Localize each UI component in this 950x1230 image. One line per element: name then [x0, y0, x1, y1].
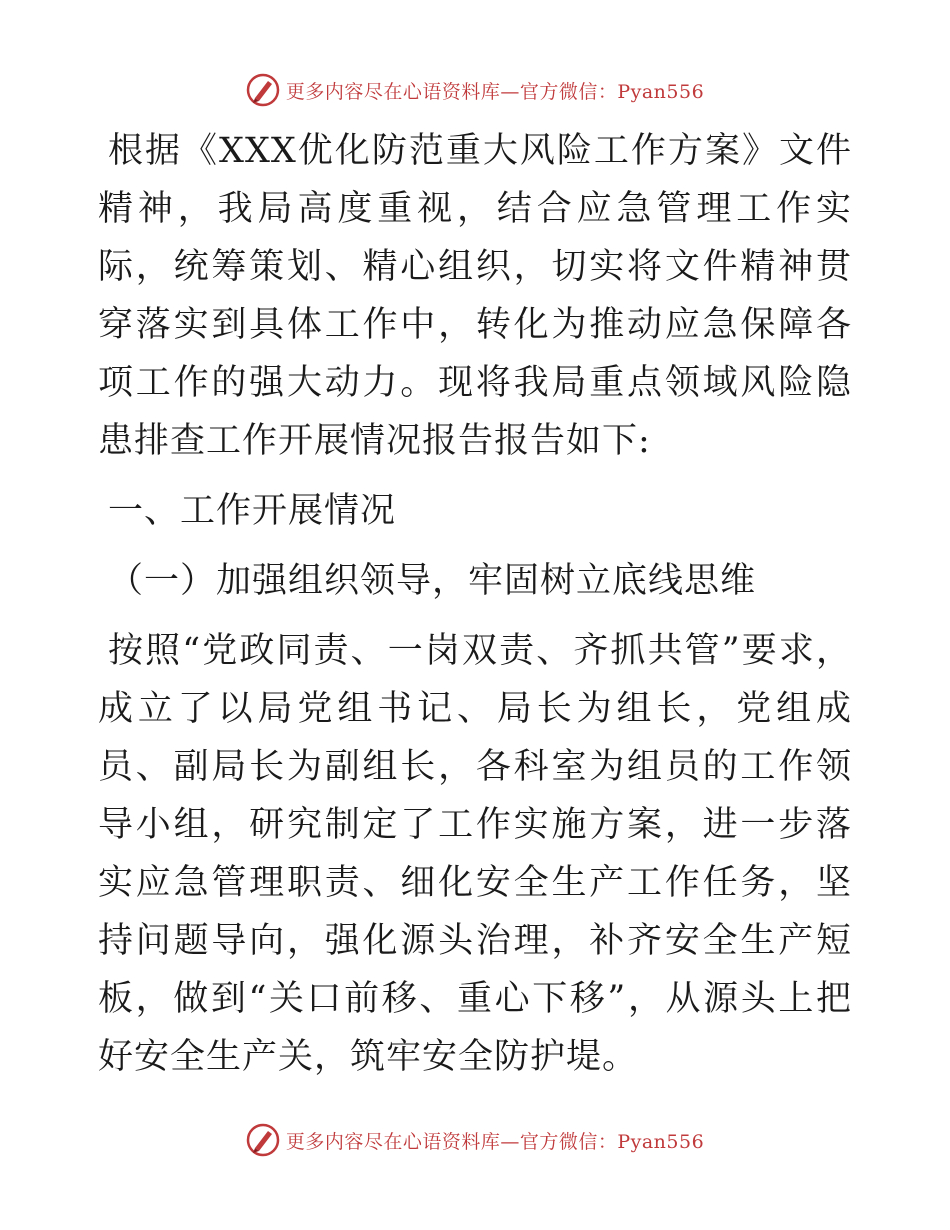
- intro-paragraph: 根据《XXX优化防范重大风险工作方案》文件精神，我局高度重视，结合应急管理工作实际，统筹策划、精心组织，切实将文件精神贯穿落实到具体工作中，转化为推动应急保障各项工作的强大动力。现将我局重点领域风险隐患排查工作开展情况报告报告如下:: [98, 131, 852, 461]
- section-heading: 一、工作开展情况: [108, 491, 397, 531]
- pen-logo-icon: [246, 1123, 280, 1157]
- watermark-footer: [0, 1120, 950, 1160]
- subsection-heading: （一）加强组织领导，牢固树立底线思维: [108, 561, 757, 601]
- watermark-text: 更多内容尽在心语资料库—官方微信：Pyan556: [285, 80, 705, 103]
- watermark-header: [0, 70, 950, 110]
- subsection-paragraph: 按照“党政同责、一岗双责、齐抓共管”要求，成立了以局党组书记、局长为组长，党组成员、副局长为副组长，各科室为组员的工作领导小组，研究制定了工作实施方案，进一步落实应急管理职责、细化安全生产工作任务，坚持问题导向，强化源头治理，补齐安全生产短板，做到“关口前移、重心下移”，从源头上把好安全生产关，筑牢安全防护堤。: [98, 631, 852, 1077]
- document-body: [98, 122, 852, 1086]
- watermark-text: 更多内容尽在心语资料库—官方微信：Pyan556: [285, 1130, 705, 1153]
- pen-logo-icon: [246, 73, 280, 107]
